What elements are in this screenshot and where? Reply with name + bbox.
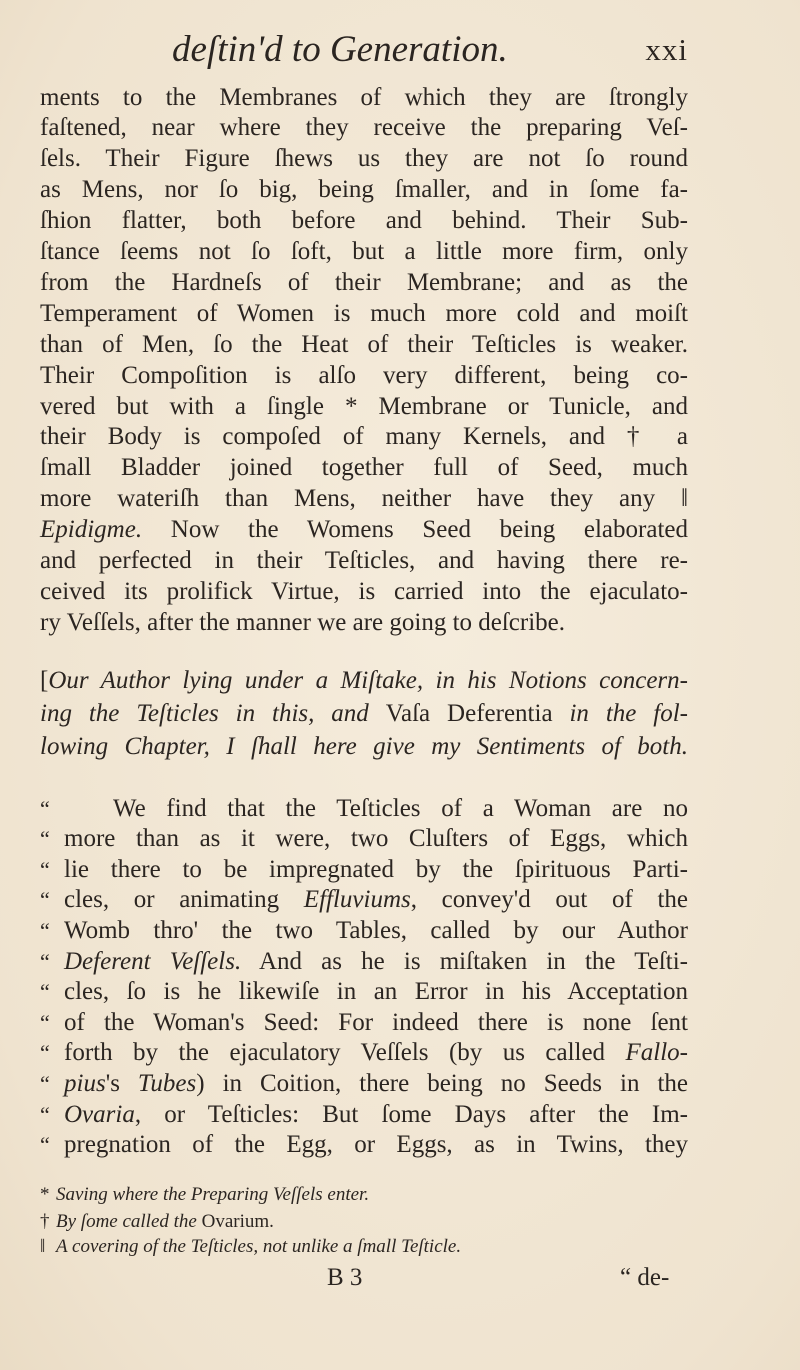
text-run: cles, or animating bbox=[64, 886, 304, 914]
italic-text: lowing Chapter, I ſhall here give my Sentiments of both. bbox=[40, 732, 688, 760]
italic-text: Epidigme. bbox=[40, 516, 143, 544]
italic-text: Fallo- bbox=[625, 1039, 688, 1067]
quoted-line bbox=[64, 1007, 688, 1038]
paragraph1-line bbox=[40, 329, 688, 360]
paragraph1-line bbox=[40, 514, 688, 545]
paragraph1-line bbox=[40, 576, 688, 607]
italic-text: Our Author lying under a Miſtake, in his Notions concern- bbox=[48, 666, 688, 694]
paragraph1-line bbox=[40, 607, 688, 638]
quoted-line bbox=[64, 1037, 688, 1068]
italic-text: Ovaria bbox=[64, 1100, 135, 1128]
text-run: Their Compoſition is alſo very different, being co- bbox=[40, 361, 688, 389]
text-run: cles, ſo is he likewiſe in an Error in his Acceptation bbox=[64, 978, 688, 1006]
text-run: ry Veſſels, after the manner we are going to deſcribe. bbox=[40, 608, 566, 636]
text-run: Womb thro' the two Tables, called by our Author bbox=[64, 916, 688, 944]
text-run: more wateriſh than Mens, neither have they any ‖ bbox=[40, 485, 688, 513]
text-run: Temperament of Women is much more cold and moiſt bbox=[40, 299, 688, 327]
italic-text: Tubes bbox=[137, 1069, 197, 1097]
paragraph1-line bbox=[40, 174, 688, 205]
italic-text: in the fol- bbox=[552, 699, 688, 727]
italic-text: Deferent Veſſels. bbox=[64, 947, 242, 975]
text-run: ments to the Membranes of which they are ſtrongly bbox=[40, 83, 688, 111]
footnote bbox=[40, 1209, 274, 1235]
paragraph1-line bbox=[40, 112, 688, 143]
footnote-text: Saving where the Preparing Veſſels enter. bbox=[56, 1184, 370, 1205]
paragraph1-line bbox=[40, 143, 688, 174]
quote-mark: “ bbox=[40, 979, 50, 1005]
text-run: ſels. Their Figure ſhews us they are not ſo round bbox=[40, 145, 688, 173]
paragraph2-line bbox=[40, 665, 688, 696]
quote-mark: “ bbox=[40, 1009, 50, 1035]
quote-mark: “ bbox=[40, 887, 50, 913]
text-run: We find that the Teſticles of a Woman are no bbox=[113, 794, 688, 822]
paragraph1-line bbox=[40, 360, 688, 391]
signature-mark: B 3 bbox=[327, 1264, 363, 1291]
paragraph1-line bbox=[40, 82, 688, 113]
footnote-text: A covering of the Teſticles, not unlike a ſmall Teſticle. bbox=[56, 1236, 462, 1257]
paragraph1-line bbox=[40, 267, 688, 298]
text-run: [ bbox=[40, 666, 49, 694]
text-run: Vaſa Deferentia bbox=[385, 699, 553, 727]
footnote-mark: * bbox=[40, 1184, 50, 1205]
footnote-text: Ovarium. bbox=[201, 1211, 274, 1232]
text-run: their Body is compoſed of many Kernels, and † a bbox=[40, 423, 688, 451]
footnote-mark: ‖ bbox=[40, 1236, 46, 1257]
text-run: ſtance ſeems not ſo ſoft, but a little more firm, only bbox=[40, 238, 688, 265]
page-number: xxi bbox=[645, 32, 688, 67]
quoted-line bbox=[64, 915, 688, 946]
quoted-line bbox=[64, 823, 688, 854]
paragraph2-line bbox=[40, 731, 688, 762]
running-head-title: deſtin'd to Generation. bbox=[172, 29, 508, 70]
text-run: pregnation of the Egg, or Eggs, as in Twins, they bbox=[64, 1131, 688, 1159]
footnote bbox=[40, 1182, 369, 1208]
text-run: forth by the ejaculatory Veſſels (by us called bbox=[64, 1039, 626, 1067]
quote-mark: “ bbox=[40, 1132, 50, 1158]
quote-mark: “ bbox=[40, 948, 50, 974]
text-run: and perfected in their Teſticles, and having there re- bbox=[40, 547, 688, 574]
footnote-mark: † bbox=[40, 1211, 50, 1232]
text-run: ſhion flatter, both before and behind. Their Sub- bbox=[40, 207, 688, 235]
italic-text: pius bbox=[64, 1069, 106, 1097]
text-run: faſtened, near where they receive the preparing Veſ- bbox=[40, 114, 688, 142]
paragraph1-line bbox=[40, 545, 688, 576]
quoted-line bbox=[113, 793, 688, 824]
text-run: of the Woman's Seed: For indeed there is none ſent bbox=[64, 1008, 688, 1036]
quote-mark: “ bbox=[40, 1101, 50, 1127]
quoted-line bbox=[64, 1129, 688, 1160]
quoted-line bbox=[64, 976, 688, 1007]
text-run: And as he is miſtaken in the Teſti- bbox=[241, 947, 688, 975]
paragraph1-line bbox=[40, 391, 688, 422]
text-run: than of Men, ſo the Heat of their Teſticles is weaker. bbox=[40, 330, 688, 358]
paragraph1-line bbox=[40, 421, 688, 452]
quoted-line bbox=[64, 854, 688, 885]
text-run: ) in Coition, there being no Seeds in the bbox=[196, 1069, 688, 1097]
quote-mark: “ bbox=[40, 795, 50, 821]
paragraph1-line bbox=[40, 236, 688, 267]
quote-mark: “ bbox=[40, 917, 50, 943]
text-run: ceived its prolifick Virtue, is carried into the ejaculato- bbox=[40, 577, 688, 605]
quote-mark: “ bbox=[40, 856, 50, 882]
text-run: vered but with a ſingle * Membrane or Tunicle, and bbox=[40, 392, 688, 420]
italic-text: Effluviums bbox=[303, 886, 411, 914]
text-run: , convey'd out of the bbox=[410, 886, 688, 914]
quote-mark: “ bbox=[40, 1040, 50, 1066]
text-run: , or Teſticles: But ſome Days after the Im- bbox=[134, 1100, 688, 1128]
text-run: 's bbox=[105, 1069, 138, 1097]
catchword: “ de- bbox=[620, 1264, 670, 1291]
paragraph1-line bbox=[40, 452, 688, 483]
text-run: ſmall Bladder joined together full of Seed, much bbox=[40, 454, 688, 482]
quoted-line bbox=[64, 1099, 688, 1130]
paragraph1-line bbox=[40, 483, 688, 514]
text-run: as Mens, nor ſo big, being ſmaller, and in ſome fa- bbox=[40, 176, 688, 204]
quoted-line bbox=[64, 946, 688, 977]
footnote bbox=[40, 1234, 461, 1260]
quote-mark: “ bbox=[40, 826, 50, 852]
quoted-line bbox=[64, 1068, 688, 1099]
text-run: more than as it were, two Cluſters of Eggs, which bbox=[64, 825, 688, 853]
footnote-text: By ſome called the bbox=[56, 1211, 202, 1232]
paragraph1-line bbox=[40, 205, 688, 236]
quote-mark: “ bbox=[40, 1070, 50, 1096]
text-run: from the Hardneſs of their Membrane; and as the bbox=[40, 268, 688, 296]
paragraph2-line bbox=[40, 698, 688, 729]
text-run: Now the Womens Seed being elaborated bbox=[142, 516, 688, 544]
paragraph1-line bbox=[40, 298, 688, 329]
italic-text: ing the Teſticles in this, and bbox=[40, 699, 386, 727]
text-run: lie there to be impregnated by the ſpirituous Parti- bbox=[64, 855, 688, 883]
quoted-line bbox=[64, 884, 688, 915]
